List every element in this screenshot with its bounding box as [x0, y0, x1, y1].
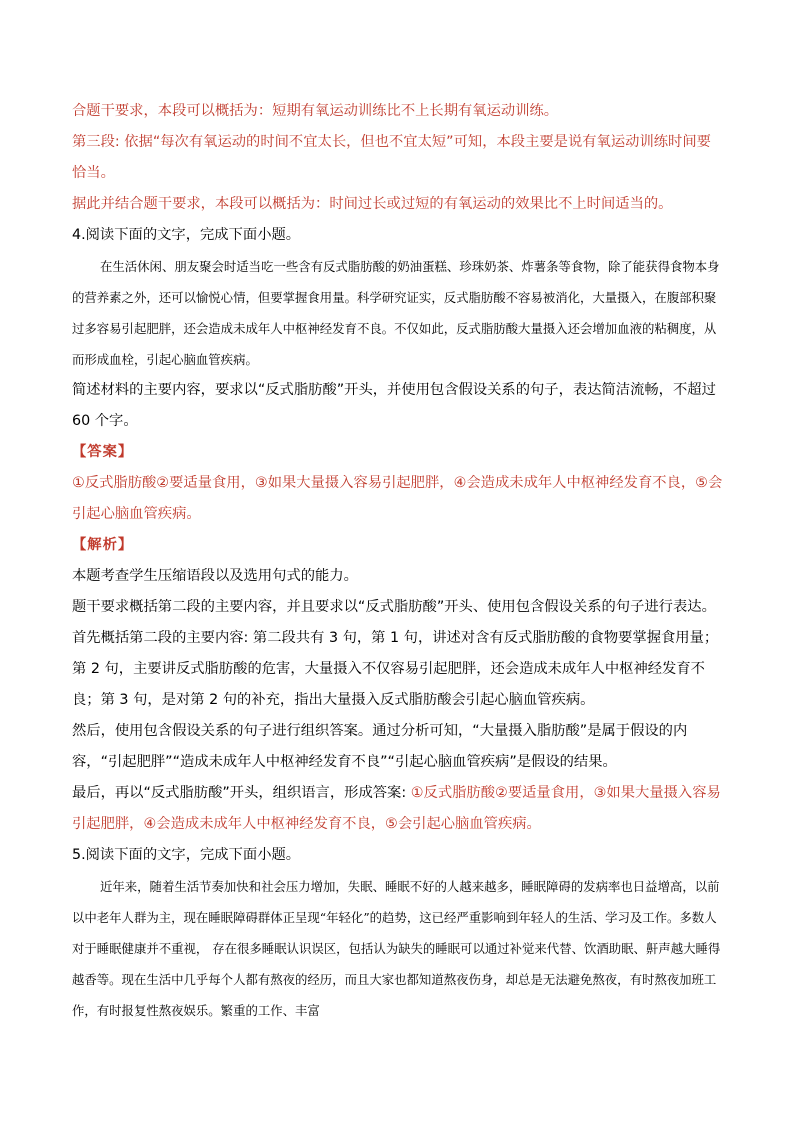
analysis-lead: 最后，再以“反式脂肪酸”开头，组织语言，形成答案: — [72, 785, 411, 801]
analysis-answer: ①反式脂肪酸②要适量食用，③如果大量摄入容易引起肥胖，④会造成未成年人中枢神经发育不良，⑤会引起心脑血管疾病。 — [72, 785, 721, 832]
answer-text: ①反式脂肪酸②要适量食用，③如果大量摄入容易引起肥胖，④会造成未成年人中枢神经发育不良，⑤会引起心脑血管疾病。 — [72, 475, 723, 522]
answer-label: 【答案】 — [72, 444, 134, 460]
analysis-paragraph: 本题考查学生压缩语段以及选用句式的能力。 — [72, 568, 358, 584]
reading-passage: 在生活休闲、朋友聚会时适当吃一些含有反式脂肪酸的奶油蛋糕、珍珠奶茶、炸薯条等食物，除了能获得食物本身的营养素之外，还可以愉悦心情，但要掌握食用量。科学研究证实，反式脂肪酸不容易被消化，大量摄入，在腹部积聚过多容易引起肥胖，还会造成未成年人中枢神经发育不良。不仅如此，反式脂肪酸大量摄入还会增加血液的粘稠度，从而形成血栓，引起心脑血管疾病。 — [72, 259, 720, 367]
question-prompt: 简述材料的主要内容，要求以“反式脂肪酸”开头，并使用包含假设关系的句子，表达简洁流畅，不超过 60 个字。 — [72, 382, 716, 429]
answer-line: 第三段: 依据“每次有氧运动的时间不宜太长，但也不宜太短”可知，本段主要是说有氧运动训练时间要恰当。 — [72, 134, 711, 181]
document-body — [72, 96, 724, 1026]
answer-line: 据此并结合题干要求，本段可以概括为：时间过长或过短的有氧运动的效果比不上时间适当的。 — [72, 196, 673, 212]
reading-passage: 近年来，随着生活节奏加快和社会压力增加，失眠、睡眠不好的人越来越多，睡眠障碍的发病率也日益增高，以前以中老年人群为主，现在睡眠障碍群体正呈现“年轻化”的趋势，这已经严重影响到年轻人的生活、学习及工作。多数人对于睡眠健康并不重视， 存在很多睡眠认识误区，包括认为缺失的睡眠可以通过补觉来代替、饮酒助眠、鼾声越大睡得越香等。现在生活中几乎每个人都有熬夜的经历，而且大家也都知道熬夜伤身，却总是无法避免熬夜，有时熬夜加班工作，有时报复性熬夜娱乐。繁重的工作、丰富 — [72, 879, 721, 1018]
analysis-paragraph: 然后，使用包含假设关系的句子进行组织答案。通过分析可知，“大量摄入脂肪酸”是属于假设的内容，“引起肥胖”“造成未成年人中枢神经发育不良”“引起心脑血管疾病”是假设的结果。 — [72, 723, 688, 770]
analysis-paragraph: 首先概括第二段的主要内容: 第二段共有 3 句，第 1 句，讲述对含有反式脂肪酸的食物要掌握食用量；第 2 句，主要讲反式脂肪酸的危害，大量摄入不仅容易引起肥胖，还会造成未成年人中枢神经发育不良；第 3 句，是对第 2 句的补充，指出大量摄入反式脂肪酸会引起心脑血管疾病。 — [72, 630, 719, 708]
analysis-paragraph — [72, 778, 724, 840]
question-heading: 5.阅读下面的文字，完成下面小题。 — [72, 847, 301, 863]
analysis-label: 【解析】 — [72, 537, 134, 553]
analysis-paragraph: 题干要求概括第二段的主要内容，并且要求以“反式脂肪酸”开头、使用包含假设关系的句子进行表达。 — [72, 599, 716, 615]
question-heading: 4.阅读下面的文字，完成下面小题。 — [72, 227, 301, 243]
answer-line: 合题干要求，本段可以概括为：短期有氧运动训练比不上长期有氧运动训练。 — [72, 103, 559, 119]
